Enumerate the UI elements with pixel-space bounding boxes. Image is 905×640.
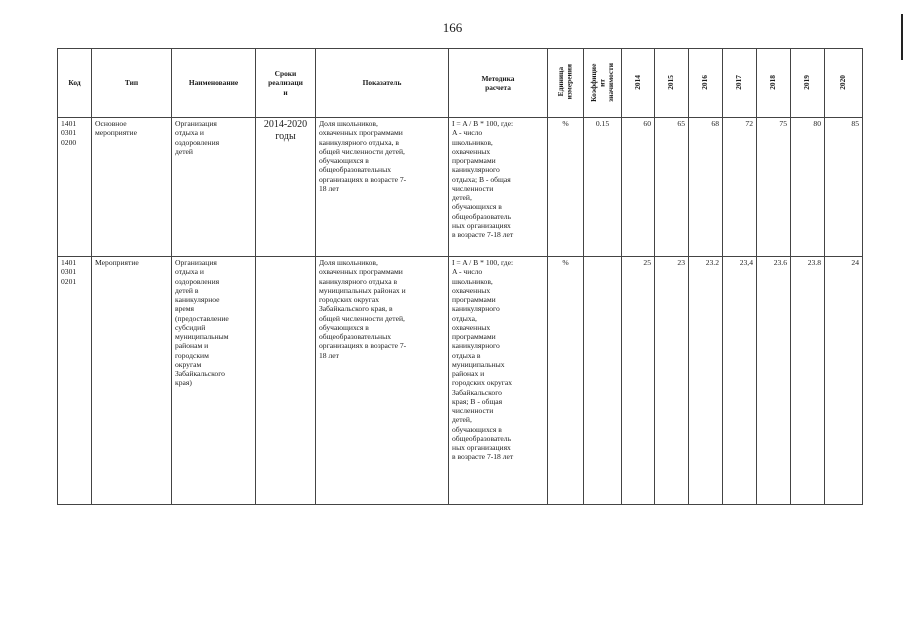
header-coef [584, 49, 622, 118]
header-year-2016 [689, 49, 723, 118]
cell-value-2017: 72 [723, 118, 757, 257]
table-row [58, 257, 863, 505]
cell-type: Основное мероприятие [92, 118, 172, 257]
cell-value-2019: 23.8 [791, 257, 825, 505]
cell-indicator: Доля школьников, охваченных программами каникулярного отдыха в муниципальных районах и городских округах Забайкальского края, в общей численности детей, обучающихся в общеобразовательных организациях в возрасте 7- 18 лет [316, 257, 449, 505]
cell-value-2016: 23.2 [689, 257, 723, 505]
header-unit-label: Единица измерения [555, 64, 574, 100]
header-year-2018 [757, 49, 791, 118]
header-year-label: 2015 [666, 74, 676, 90]
cell-value-2014: 25 [622, 257, 655, 505]
header-year-label: 2018 [768, 74, 778, 90]
cell-indicator: Доля школьников, охваченных программами каникулярного отдыха, в общей численности детей, обучающихся в общеобразовательных организациях в возрасте 7- 18 лет [316, 118, 449, 257]
header-year-2020 [825, 49, 863, 118]
cell-value-2015: 23 [655, 257, 689, 505]
cell-value-2015: 65 [655, 118, 689, 257]
header-period: Сроки реализаци и [256, 49, 316, 118]
cell-type: Мероприятие [92, 257, 172, 505]
scan-edge-line [901, 14, 903, 60]
cell-unit: % [548, 118, 584, 257]
header-name: Наименование [172, 49, 256, 118]
cell-code: 1401 0301 0200 [58, 118, 92, 257]
cell-unit: % [548, 257, 584, 505]
header-coef-label: Коэффицие нт значимости [588, 62, 615, 102]
cell-method: I = A / B * 100, где: A - число школьников, охваченных программами каникулярного отдыха, охваченных программами каникулярного отдыха в муниципальных районах и городских округах Забайкальского края; B - общая численности детей, обучающихся в общеобразователь ных организациях в возрасте 7-18 лет [449, 257, 548, 505]
header-unit [548, 49, 584, 118]
header-year-label: 2016 [700, 74, 710, 90]
cell-value-2018: 23.6 [757, 257, 791, 505]
header-year-label: 2017 [734, 74, 744, 90]
cell-value-2019: 80 [791, 118, 825, 257]
indicators-table [57, 48, 863, 505]
cell-method: I = A / B * 100, где: A - число школьников, охваченных программами каникулярного отдыха; B - общая численности детей, обучающихся в общеобразователь ных организациях в возрасте 7-18 лет [449, 118, 548, 257]
cell-name: Организация отдыха и оздоровления детей [172, 118, 256, 257]
cell-value-2014: 60 [622, 118, 655, 257]
cell-value-2016: 68 [689, 118, 723, 257]
page-number: 166 [442, 20, 463, 35]
cell-coef: 0.15 [584, 118, 622, 257]
cell-value-2018: 75 [757, 118, 791, 257]
cell-coef [584, 257, 622, 505]
header-year-2019 [791, 49, 825, 118]
cell-value-2020: 85 [825, 118, 863, 257]
header-indicator: Показатель [316, 49, 449, 118]
header-year-label: 2019 [802, 74, 812, 90]
header-year-2014 [622, 49, 655, 118]
header-method: Методика расчета [449, 49, 548, 118]
cell-value-2017: 23,4 [723, 257, 757, 505]
header-year-2017 [723, 49, 757, 118]
cell-period [256, 257, 316, 505]
header-code: Код [58, 49, 92, 118]
cell-period: 2014-2020 годы [256, 118, 316, 257]
header-type: Тип [92, 49, 172, 118]
header-year-label: 2020 [838, 74, 848, 90]
cell-name: Организация отдыха и оздоровления детей в каникулярное время (предоставление субсидий муниципальным районам и городским округам Забайкальского края) [172, 257, 256, 505]
header-year-2015 [655, 49, 689, 118]
cell-value-2020: 24 [825, 257, 863, 505]
cell-code: 1401 0301 0201 [58, 257, 92, 505]
header-row [58, 49, 863, 118]
table-row [58, 118, 863, 257]
header-year-label: 2014 [632, 74, 642, 90]
